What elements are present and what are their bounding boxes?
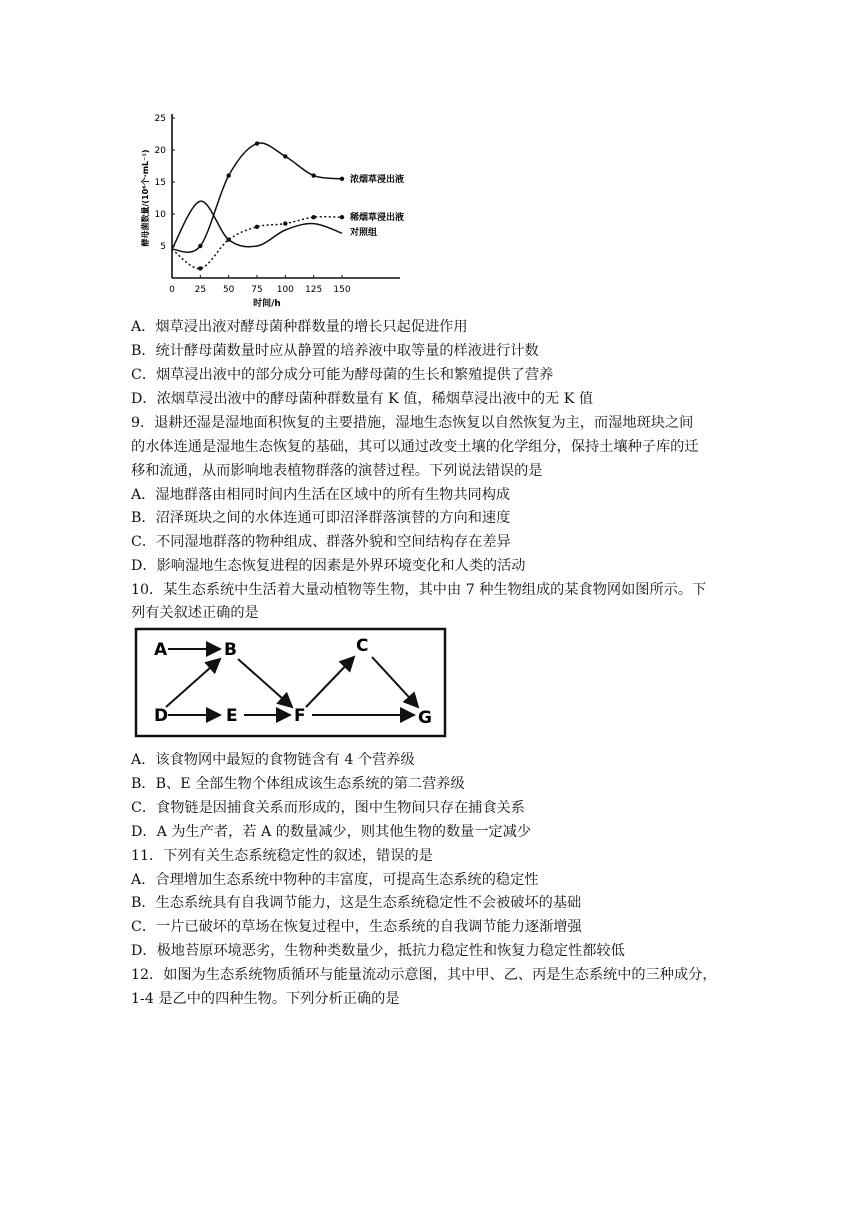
edge-f-c xyxy=(306,657,354,707)
node-f: F xyxy=(294,706,306,726)
series-label-0: 浓烟草浸出液 xyxy=(350,174,405,185)
node-e: E xyxy=(226,706,238,726)
node-a: A xyxy=(154,640,168,660)
y-tick-label: 20 xyxy=(154,146,166,156)
q11-option-d: D．极地苔原环境恶劣，生物种类数量少，抵抗力稳定性和恢复力稳定性都较低 xyxy=(131,943,625,959)
q9-option-a: A．湿地群落由相同时间内生活在区域中的所有生物共同构成 xyxy=(131,487,511,503)
series-point xyxy=(255,141,259,145)
x-tick-label: 150 xyxy=(333,285,351,295)
yeast-population-chart xyxy=(128,110,428,310)
x-tick-label: 50 xyxy=(222,285,235,295)
q11-option-c: C．一片已破坏的草场在恢复过程中，生态系统的自我调节能力逐渐增强 xyxy=(131,919,582,935)
series-point xyxy=(198,266,202,270)
series-point xyxy=(226,173,230,177)
food-web-diagram xyxy=(134,627,447,738)
x-tick-label: 75 xyxy=(251,285,263,295)
edge-d-b xyxy=(166,659,220,707)
series-label-2: 对照组 xyxy=(350,228,378,239)
q8-option-b: B．统计酵母菌数量时应从静置的培养液中取等量的样液进行计数 xyxy=(131,343,539,359)
q9-option-c: C．不同湿地群落的物种组成、群落外貌和空间结构存在差异 xyxy=(131,534,511,550)
y-tick-label: 10 xyxy=(154,210,166,220)
node-g: G xyxy=(418,708,432,728)
y-axis-label: 酵母菌数量/(10⁶个·mL⁻¹) xyxy=(141,149,150,247)
y-tick-label: 15 xyxy=(154,178,166,188)
q12-stem-line1: 12．如图为生态系统物质循环与能量流动示意图，其中甲、乙、丙是生态系统中的三种成分， xyxy=(131,967,717,983)
q9-stem-line3: 移和流通，从而影响地表植物群落的演替过程。下列说法错误的是 xyxy=(131,463,543,479)
food-web-frame xyxy=(136,629,445,736)
x-tick-label: 100 xyxy=(276,285,294,295)
edge-c-g xyxy=(372,657,418,707)
series-point xyxy=(340,215,344,219)
q12-stem-line2: 1-4 是乙中的四种生物。下列分析正确的是 xyxy=(131,991,400,1007)
series-point xyxy=(283,221,287,225)
q11-option-a: A．合理增加生态系统中物种的丰富度，可提高生态系统的稳定性 xyxy=(131,872,539,888)
x-tick-label: 25 xyxy=(194,285,207,295)
q11-stem: 11．下列有关生态系统稳定性的叙述，错误的是 xyxy=(131,848,433,864)
q10-option-c: C．食物链是因捕食关系而形成的，图中生物间只存在捕食关系 xyxy=(131,800,525,816)
edge-b-f xyxy=(238,659,292,707)
node-d: D xyxy=(154,706,169,726)
q10-option-d: D．A 为生产者，若 A 的数量减少，则其他生物的数量一定减少 xyxy=(131,824,532,840)
q10-option-a: A．该食物网中最短的食物链含有 4 个营养级 xyxy=(131,752,415,768)
q10-option-b: B．B、E 全部生物个体组成该生态系统的第二营养级 xyxy=(131,776,465,792)
x-tick-label: 125 xyxy=(305,285,323,295)
series-point xyxy=(311,215,315,219)
node-b: B xyxy=(224,640,237,660)
q8-option-a: A．烟草浸出液对酵母菌种群数量的增长只起促进作用 xyxy=(131,319,468,335)
x-tick-label: 0 xyxy=(169,285,175,295)
q11-option-b: B．生态系统具有自我调节能力，这是生态系统稳定性不会被破坏的基础 xyxy=(131,895,582,911)
series-point xyxy=(311,173,315,177)
series-label-1: 稀烟草浸出液 xyxy=(350,213,405,224)
q8-option-c: C．烟草浸出液中的部分成分可能为酵母菌的生长和繁殖提供了营养 xyxy=(131,367,554,383)
q9-stem-line2: 的水体连通是湿地生态恢复的基础，其可以通过改变土壤的化学组分，保持土壤种子库的迁 xyxy=(131,439,699,455)
q9-option-b: B．沼泽斑块之间的水体连通可即沼泽群落演替的方向和速度 xyxy=(131,510,511,526)
y-tick-label: 25 xyxy=(154,114,166,124)
q8-option-d: D．浓烟草浸出液中的酵母菌种群数量有 K 值，稀烟草浸出液中的无 K 值 xyxy=(131,391,594,407)
series-point xyxy=(255,225,259,229)
q10-stem-line1: 10．某生态系统中生活着大量动植物等生物，其中由 7 种生物组成的某食物网如图所示。下 xyxy=(131,582,707,598)
x-axis-label: 时间/h xyxy=(253,299,281,309)
q9-stem-line1: 9．退耕还湿是湿地面积恢复的主要措施，湿地生态恢复以自然恢复为主，而湿地斑块之间 xyxy=(131,415,694,431)
node-c: C xyxy=(356,636,369,656)
q10-stem-line2: 列有关叙述正确的是 xyxy=(131,605,259,621)
q9-option-d: D．影响湿地生态恢复进程的因素是外界环境变化和人类的活动 xyxy=(131,558,526,574)
series-point xyxy=(198,244,202,248)
y-tick-label: 5 xyxy=(160,242,166,252)
series-point xyxy=(283,154,287,158)
series-line-0 xyxy=(172,143,342,252)
series-point xyxy=(340,177,344,181)
